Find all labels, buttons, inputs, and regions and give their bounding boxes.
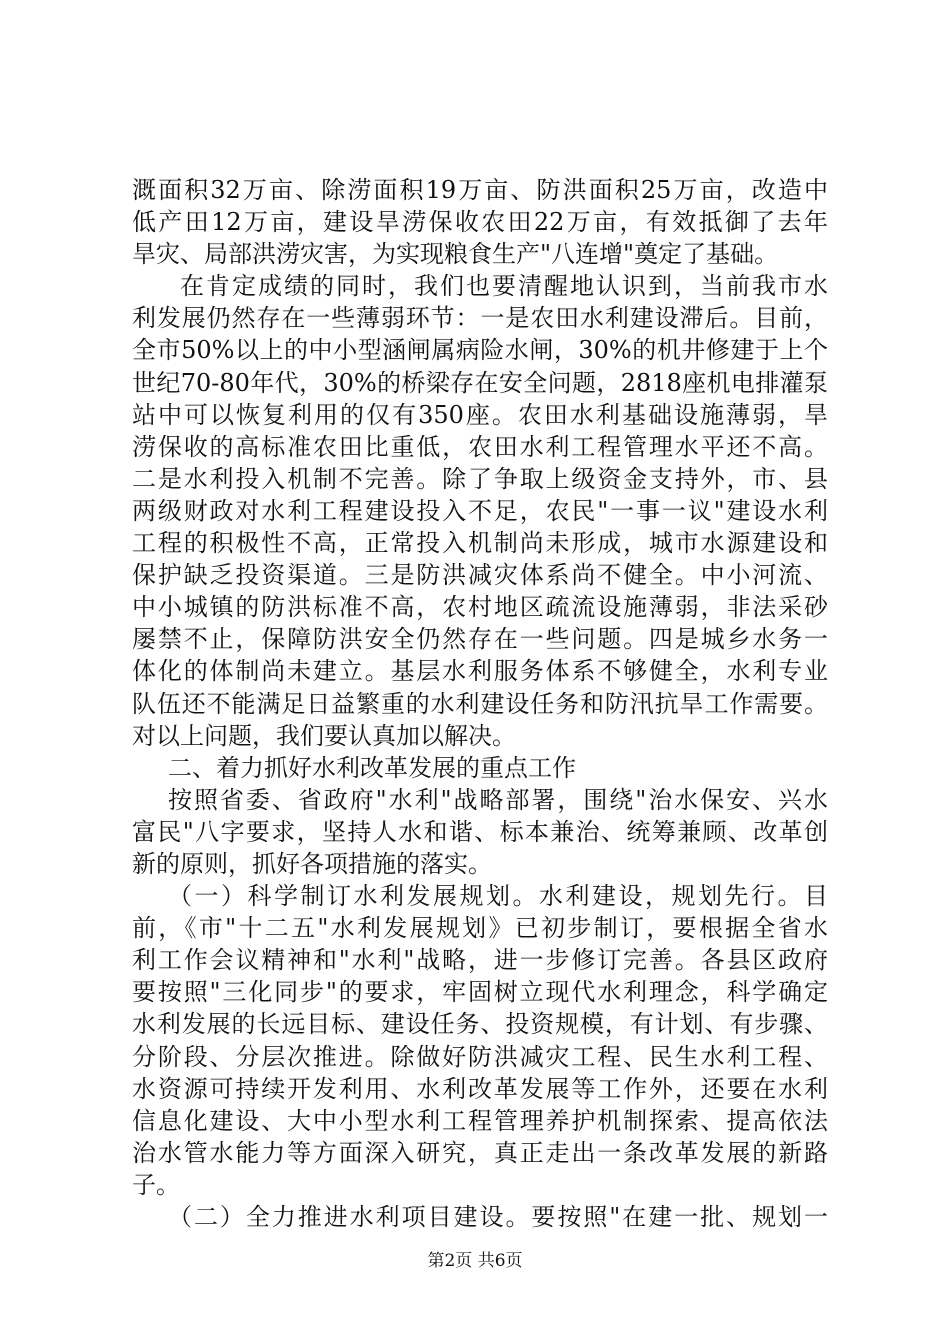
text-line: 对以上问题，我们要认真加以解决。: [132, 721, 516, 750]
text-line: 要按照"三化同步"的要求，牢固树立现代水利理念，科学确定: [132, 978, 828, 1007]
text-line: （一）科学制订水利发展规划。水利建设，规划先行。目: [168, 882, 828, 911]
document-body: [132, 174, 828, 1233]
text-line: 治水管水能力等方面深入研究，真正走出一条改革发展的新路: [132, 1138, 828, 1167]
text-line: 两级财政对水利工程建设投入不足，农民"一事一议"建设水利: [132, 496, 828, 525]
text-line: 在肯定成绩的同时，我们也要清醒地认识到，当前我市水: [180, 272, 828, 301]
text-line: （二）全力推进水利项目建设。要按照"在建一批、规划一: [168, 1203, 828, 1231]
text-line: 二、着力抓好水利改革发展的重点工作: [168, 753, 576, 782]
text-line: 溉面积32万亩、除涝面积19万亩、防洪面积25万亩，改造中: [132, 176, 828, 204]
text-line: 涝保收的高标准农田比重低，农田水利工程管理水平还不高。: [132, 432, 828, 461]
text-line: 屡禁不止，保障防洪安全仍然存在一些问题。四是城乡水务一: [132, 625, 828, 654]
text-line: 工程的积极性不高，正常投入机制尚未形成，城市水源建设和: [132, 529, 828, 558]
text-line: 体化的体制尚未建立。基层水利服务体系不够健全，水利专业: [132, 657, 828, 686]
text-line: 二是水利投入机制不完善。除了争取上级资金支持外，市、县: [132, 464, 828, 493]
text-line: 世纪70-80年代，30%的桥梁存在安全问题，2818座机电排灌泵: [132, 368, 828, 397]
text-line: 分阶段、分层次推进。除做好防洪减灾工程、民生水利工程、: [132, 1042, 828, 1071]
text-line: 队伍还不能满足日益繁重的水利建设任务和防汛抗旱工作需要。: [132, 689, 828, 718]
text-line: 保护缺乏投资渠道。三是防洪减灾体系尚不健全。中小河流、: [132, 561, 828, 590]
text-line: 子。: [132, 1170, 180, 1199]
text-line: 富民"八字要求，坚持人水和谐、标本兼治、统筹兼顾、改革创: [132, 817, 828, 846]
text-line: 前，《市"十二五"水利发展规划》已初步制订，要根据全省水: [132, 914, 828, 943]
text-line: 中小城镇的防洪标准不高，农村地区疏流设施薄弱，非法采砂: [132, 593, 828, 622]
text-line: 低产田12万亩，建设旱涝保收农田22万亩，有效抵御了去年: [132, 208, 828, 237]
text-line: 水利发展的长远目标、建设任务、投资规模，有计划、有步骤、: [132, 1010, 828, 1039]
text-line: 站中可以恢复利用的仅有350座。农田水利基础设施薄弱，旱: [132, 400, 828, 429]
text-line: 信息化建设、大中小型水利工程管理养护机制探索、提高依法: [132, 1106, 828, 1135]
text-line: 按照省委、省政府"水利"战略部署，围绕"治水保安、兴水: [168, 785, 828, 814]
text-line: 水资源可持续开发利用、水利改革发展等工作外，还要在水利: [132, 1074, 828, 1103]
text-line: 旱灾、局部洪涝灾害，为实现粮食生产"八连增"奠定了基础。: [132, 240, 779, 269]
text-line: 新的原则，抓好各项措施的落实。: [132, 849, 492, 878]
page-footer: 第2页 共6页: [427, 1251, 523, 1271]
text-line: 利发展仍然存在一些薄弱环节：一是农田水利建设滞后。目前，: [132, 304, 828, 333]
text-line: 利工作会议精神和"水利"战略，进一步修订完善。各县区政府: [132, 946, 828, 975]
text-line: 全市50%以上的中小型涵闸属病险水闸，30%的机井修建于上个: [132, 336, 828, 365]
